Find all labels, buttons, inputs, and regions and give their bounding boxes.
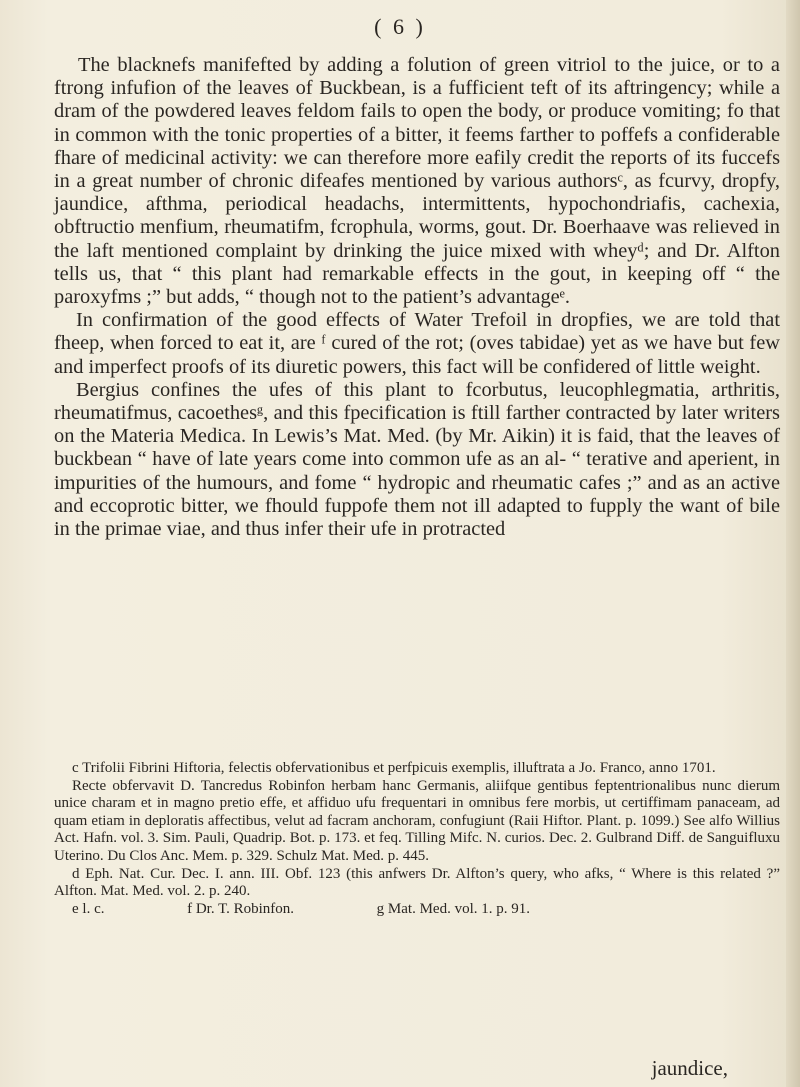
paragraph-1: The blacknefs manifefted by adding a folution of green vitriol to the juice, or to a ftrong infufion of the leaves of Buckbean, is a fufficient teft of its aftringency; while a dram of the powdered leaves feldom fails to open the body, or produce vomiting; fo that in common with the tonic properties of a bitter, it feems farther to poffefs a confiderable fhare of medicinal activity: we can therefore more eafily credit the reports of its fuccefs in a great number of chronic difeafes mentioned by various authorsᶜ, as fcurvy, dropfy, jaundice, afthma, periodical headachs, intermittents, hypochondriafis, cachexia, obftructio menfium, rheumatifm, fcrophula, worms, gout. Dr. Boerhaave was relieved in the laft mentioned complaint by drinking the juice mixed with wheyᵈ; and Dr. Alfton tells us, that “ this plant had remarkable effects in the gout, in keeping off “ the paroxyfms ;” but adds, “ though not to the patient’s advantageᵉ.	[54, 54, 780, 309]
footnote-c: c Trifolii Fibrini Hiftoria, felectis obfervationibus et perfpicuis exemplis, illuftrata a Jo. Franco, anno 1701.	[72, 760, 716, 776]
footnote-f: f Dr. T. Robinfon.	[187, 900, 295, 917]
footnote-d: d Eph. Nat. Cur. Dec. I. ann. III. Obf. 123 (this anfwers Dr. Alfton’s query, who afks, “ Where is this related ?” Alfton. Mat. Med. vol. 2. p. 240.	[54, 865, 780, 900]
footnote-e: e l. c.	[72, 900, 105, 917]
footnote-c-continued: Recte obfervavit D. Tancredus Robinfon herbam hanc Germanis, aliifque gentibus feptentrionalibus nunc dierum unice charam et in magno pretio effe, et affiduo ufu frequentari in omnibus fere morbis, ut certiffimam panaceam, ad quam etiam in deploratis affectibus, velut ad facram anchoram, confugiunt (Raii Hiftor. Plant. p. 1099.) See alfo Willius Act. Hafn. vol. 3. Sim. Pauli, Quadrip. Bot. p. 173. et feq. Tilling Mifc. N. curios. Dec. 2. Gulbrand Diff. de Sanguifluxu Uterino. Du Clos Anc. Mem. p. 329. Schulz Mat. Med. p. 445.	[54, 777, 780, 864]
page-edge	[786, 0, 800, 1087]
paragraph-2: In confirmation of the good effects of Water Trefoil in dropfies, we are told that fheep, when forced to eat it, are ᶠ cured of the rot; (oves tabidae) yet as we have but few and imperfect proofs of its diuretic powers, this fact will be confidered of little weight.	[54, 309, 780, 378]
footnote-g: g Mat. Med. vol. 1. p. 91.	[376, 900, 530, 917]
footnotes-short-row	[54, 901, 780, 919]
main-text	[54, 54, 780, 541]
page-number: ( 6 )	[374, 14, 426, 39]
paragraph-3: Bergius confines the ufes of this plant to fcorbutus, leucophlegmatia, arthritis, rheumatifmus, cacoethesᵍ, and this fpecification is ftill farther contracted by later writers on the Materia Medica. In Lewis’s Mat. Med. (by Mr. Aikin) it is faid, that the leaves of buckbean “ have of late years come into common ufe as an al- “ terative and aperient, in impurities of the humours, and fome “ hydropic and rheumatic cafes ;” and as an active and eccoprotic bitter, we fhould fuppofe them not ill adapted to fupply the want of bile in the primae viae, and thus infer their ufe in protracted	[54, 378, 780, 541]
footnotes	[54, 760, 780, 918]
catchword: jaundice,	[651, 1056, 728, 1080]
